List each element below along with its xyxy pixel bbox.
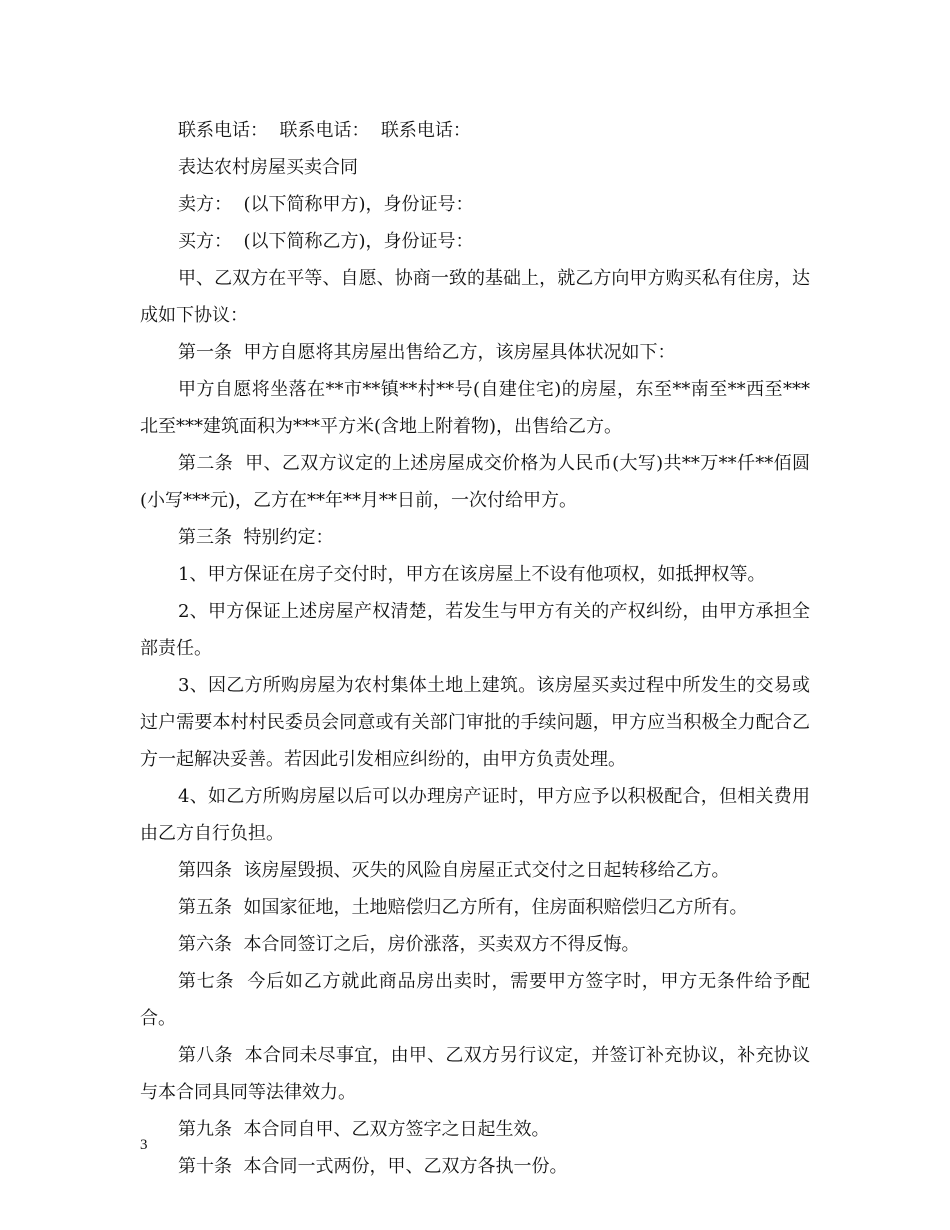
article-6-paragraph: 第六条 本合同签订之后，房价涨落，买卖双方不得反悔。	[178, 934, 640, 955]
article-2-paragraph: 第二条 甲、乙双方议定的上述房屋成交价格为人民币(大写)共**万**仟**佰圆(小写***元)，乙方在**年**月**日前，一次付给甲方。	[140, 453, 810, 511]
article-3-heading: 第三条 特别约定：	[178, 527, 334, 548]
special-term-3: 3、因乙方所购房屋为农村集体土地上建筑。该房屋买卖过程中所发生的交易或过户需要本村村民委员会同意或有关部门审批的手续问题，甲方应当积极全力配合乙方一起解决妥善。若因此引发相应纠纷的，由甲方负责处理。	[140, 675, 810, 770]
article-5-paragraph: 第五条 如国家征地，土地赔偿归乙方所有，住房面积赔偿归乙方所有。	[178, 897, 748, 918]
special-term-4: 4、如乙方所购房屋以后可以办理房产证时，甲方应予以积极配合，但相关费用由乙方自行负担。	[140, 786, 810, 844]
article-10-paragraph: 第十条 本合同一式两份，甲、乙双方各执一份。	[178, 1156, 568, 1177]
document-title: 表达农村房屋买卖合同	[178, 157, 358, 178]
preamble-paragraph: 甲、乙双方在平等、自愿、协商一致的基础上，就乙方向甲方购买私有住房，达成如下协议：	[140, 268, 810, 326]
special-term-1: 1、甲方保证在房子交付时，甲方在该房屋上不设有他项权，如抵押权等。	[178, 564, 766, 585]
document-body	[140, 112, 810, 1185]
article-9-paragraph: 第九条 本合同自甲、乙双方签字之日起生效。	[178, 1119, 550, 1140]
article-7-paragraph: 第七条 今后如乙方就此商品房出卖时，需要甲方签字时，甲方无条件给予配合。	[140, 971, 810, 1029]
article-8-paragraph: 第八条 本合同未尽事宜，由甲、乙双方另行议定，并签订补充协议，补充协议与本合同具同等法律效力。	[140, 1045, 810, 1103]
contact-phone-line: 联系电话： 联系电话： 联系电话：	[178, 120, 471, 141]
article-1-detail: 甲方自愿将坐落在**市**镇**村**号(自建住宅)的房屋，东至**南至**西至***北至***建筑面积为***平方米(含地上附着物)，出售给乙方。	[140, 379, 810, 437]
page-number: 3	[140, 1137, 148, 1153]
buyer-line: 买方： (以下简称乙方)，身份证号：	[178, 231, 474, 252]
article-1-heading: 第一条 甲方自愿将其房屋出售给乙方，该房屋具体状况如下：	[178, 342, 676, 363]
seller-line: 卖方： (以下简称甲方)，身份证号：	[178, 194, 474, 215]
article-4-paragraph: 第四条 该房屋毁损、灭失的风险自房屋正式交付之日起转移给乙方。	[178, 860, 730, 881]
special-term-2: 2、甲方保证上述房屋产权清楚，若发生与甲方有关的产权纠纷，由甲方承担全部责任。	[140, 601, 810, 659]
